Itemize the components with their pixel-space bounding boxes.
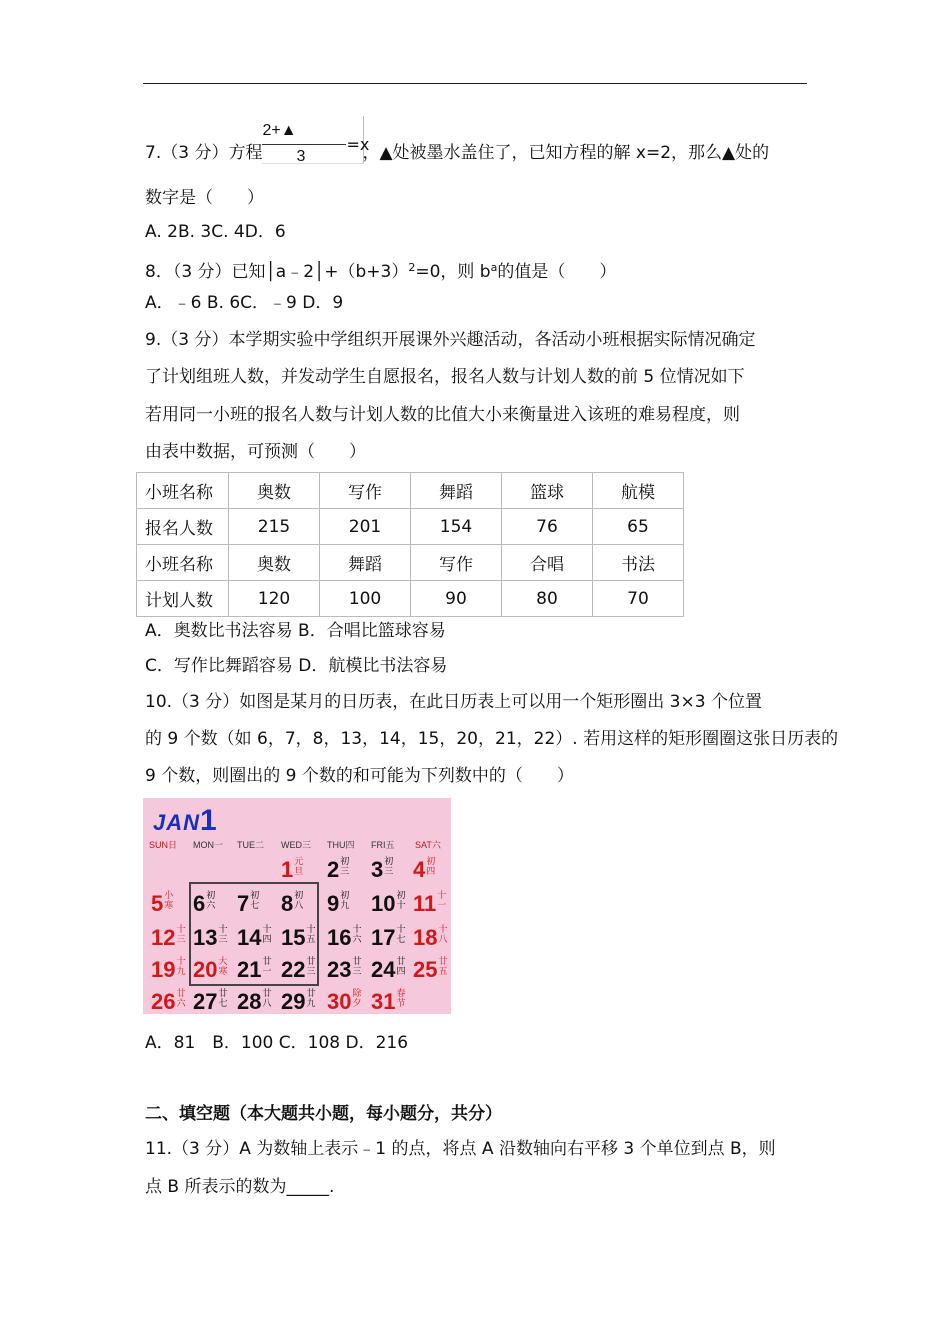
calendar-day-number: 8 [281,891,294,916]
calendar-day [281,956,318,983]
calendar-weekday: MON一 [193,840,223,850]
table-cell: 奥数 [229,545,320,581]
q10-line2: 的 9 个数（如 6，7，8，13，14，15，20，21，22）. 若用这样的矩形圈圈这张日历表的 [145,729,839,749]
calendar-lunar-label: 初六 [206,890,216,910]
calendar-day-number: 28 [237,989,262,1014]
calendar-day [281,856,306,883]
calendar-day-number: 31 [371,989,396,1014]
calendar-day-number: 12 [151,925,176,950]
calendar-day-number: 20 [193,957,218,982]
calendar-day [151,924,188,951]
q7-fraction-denominator: 3 [296,148,306,165]
calendar-day-number: 27 [193,989,218,1014]
calendar-day-number: 19 [151,957,176,982]
calendar-lunar-label: 小寒 [164,890,174,910]
calendar-image [143,798,451,1014]
calendar-day [327,924,364,951]
calendar-day [237,988,274,1014]
q7-suffix: ，▲处被墨水盖住了，已知方程的解 x=2，那么▲处的 [362,143,770,163]
calendar-lunar-label: 十三 [176,924,186,944]
calendar-day-number: 22 [281,957,306,982]
calendar-month-number: 1 [200,804,218,837]
q8-options: A．﹣6 B. 6C．﹣9 D．9 [145,293,344,313]
calendar-day-number: 6 [193,891,206,916]
calendar-lunar-label: 十六 [352,924,362,944]
calendar-day [413,890,449,917]
calendar-weekday: SAT六 [415,840,441,850]
calendar-day [327,890,352,917]
table-cell: 65 [593,509,684,545]
calendar-lunar-label: 十九 [176,956,186,976]
table-cell: 154 [411,509,502,545]
calendar-day-number: 10 [371,891,396,916]
table-cell: 写作 [320,473,411,509]
q7-options: A. 2B. 3C. 4D．6 [145,222,286,242]
calendar-day-number: 17 [371,925,396,950]
table-cell: 写作 [411,545,502,581]
calendar-day [413,956,450,983]
q8-exponent-2: 2 [408,261,416,274]
calendar-weekday: TUE二 [237,840,265,850]
calendar-day-number: 30 [327,989,352,1014]
calendar-month: JAN [153,810,201,835]
calendar-lunar-label: 廿六 [176,988,186,1008]
calendar-day [327,988,364,1014]
calendar-day-number: 1 [281,857,294,882]
calendar-lunar-label: 初八 [294,890,304,910]
q9-line3: 若用同一小班的报名人数与计划人数的比值大小来衡量进入该班的难易程度，则 [145,405,740,425]
table-cell: 报名人数 [137,509,229,545]
table-cell: 100 [320,581,411,617]
calendar-lunar-label: 初十 [396,890,406,910]
table-cell: 奥数 [229,473,320,509]
q9-table [136,472,684,617]
calendar-day-number: 15 [281,925,306,950]
table-cell: 小班名称 [137,545,229,581]
calendar-day [151,956,188,983]
calendar-day-number: 25 [413,957,438,982]
calendar-day [371,988,408,1014]
q9-line4: 由表中数据，可预测（ ） [145,442,366,462]
calendar-lunar-label: 廿三 [352,956,362,976]
table-cell: 舞蹈 [411,473,502,509]
q7-line1 [145,122,770,168]
calendar-lunar-label: 初四 [426,856,436,876]
calendar-day [193,890,218,917]
table-cell: 76 [502,509,593,545]
calendar-day [237,890,262,917]
calendar-day-number: 3 [371,857,384,882]
q8-exponent-a: a [490,261,498,274]
table-cell: 90 [411,581,502,617]
q7-line2: 数字是（ ） [145,188,264,208]
calendar-day-number: 24 [371,957,396,982]
calendar-lunar-label: 初九 [340,890,350,910]
calendar-day-number: 5 [151,891,164,916]
calendar-title [153,804,218,838]
table-cell: 篮球 [502,473,593,509]
q11-line2: 点 B 所表示的数为_____. [145,1177,335,1197]
q10-line1: 10.（3 分）如图是某月的日历表，在此日历表上可以用一个矩形圈出 3×3 个位置 [145,692,762,712]
calendar-day-number: 13 [193,925,218,950]
table-cell: 80 [502,581,593,617]
table-cell: 120 [229,581,320,617]
calendar-weekday: FRI五 [371,840,395,850]
calendar-lunar-label: 春节 [396,988,406,1008]
calendar-lunar-label: 十五 [306,924,316,944]
calendar-lunar-label: 十四 [262,924,272,944]
q9-options-ab: A．奥数比书法容易 B．合唱比篮球容易 [145,621,446,641]
calendar-day [281,988,318,1014]
calendar-weekday: WED三 [281,840,311,850]
calendar-lunar-label: 大寒 [218,956,228,976]
calendar-day [193,956,230,983]
q9-options-cd: C．写作比舞蹈容易 D．航模比书法容易 [145,656,448,676]
calendar-weekday: SUN日 [149,840,178,850]
calendar-lunar-label: 廿三 [306,956,316,976]
q10-line3: 9 个数，则圈出的 9 个数的和可能为下列数中的（ ） [145,766,574,786]
table-cell: 215 [229,509,320,545]
calendar-day-number: 18 [413,925,438,950]
q11-line1: 11.（3 分）A 为数轴上表示﹣1 的点，将点 A 沿数轴向右平移 3 个单位到点 B，则 [145,1139,776,1159]
table-cell: 航模 [593,473,684,509]
q7-fraction [262,122,370,168]
calendar-lunar-label: 廿五 [438,956,448,976]
calendar-lunar-label: 廿九 [306,988,316,1008]
calendar-weekday: THU四 [327,840,355,850]
table-cell: 小班名称 [137,473,229,509]
calendar-lunar-label: 初三 [340,856,350,876]
calendar-day-number: 26 [151,989,176,1014]
calendar-day-number: 2 [327,857,340,882]
q8-text-a: 8．（3 分）已知│a﹣2│+（b+3） [145,262,409,282]
calendar-lunar-label: 初七 [250,890,260,910]
calendar-day [237,924,274,951]
calendar-day [413,924,450,951]
q9-line2: 了计划组班人数，并发动学生自愿报名，报名人数与计划人数的前 5 位情况如下 [145,367,745,387]
section2-heading: 二、填空题（本大题共小题，每小题分，共分） [145,1104,502,1124]
calendar-day [371,890,408,917]
header-rule [143,83,807,84]
q7-fraction-numerator: 2+▲ [262,122,297,139]
calendar-day [193,988,230,1014]
calendar-day [193,924,230,951]
calendar-day-number: 14 [237,925,262,950]
table-cell: 书法 [593,545,684,581]
q8-text-b: =0，则 b [415,262,491,282]
calendar-day-number: 9 [327,891,340,916]
calendar-day [413,856,438,883]
calendar-lunar-label: 廿一 [262,956,272,976]
calendar-lunar-label: 初三 [384,856,394,876]
q7-prefix: 7.（3 分）方程 [145,143,263,163]
calendar-day [281,890,306,917]
table-row [137,509,684,545]
table-cell: 舞蹈 [320,545,411,581]
calendar-lunar-label: 廿八 [262,988,272,1008]
calendar-lunar-label: 十一 [437,890,447,910]
calendar-day [327,856,352,883]
calendar-day [371,924,408,951]
q7-fraction-bar [262,144,346,145]
q8-question [145,257,616,283]
table-cell: 计划人数 [137,581,229,617]
calendar-day [371,856,396,883]
q8-text-c: 的值是（ ） [497,262,617,282]
q10-options: A．81 B．100 C．108 D．216 [145,1033,409,1053]
calendar-day-number: 16 [327,925,352,950]
table-cell: 70 [593,581,684,617]
calendar-day-number: 23 [327,957,352,982]
calendar-day-number: 7 [237,891,250,916]
calendar-day-number: 4 [413,857,426,882]
q7-fraction-rhs: =x [346,135,370,154]
calendar-day-number: 29 [281,989,306,1014]
table-row [137,581,684,617]
table-cell: 201 [320,509,411,545]
table-row [137,545,684,581]
calendar-lunar-label: 十八 [438,924,448,944]
calendar-day [281,924,318,951]
calendar-lunar-label: 除夕 [352,988,362,1008]
calendar-day [151,988,188,1014]
calendar-day-number: 21 [237,957,262,982]
q9-line1: 9.（3 分）本学期实验中学组织开展课外兴趣活动，各活动小班根据实际情况确定 [145,330,756,350]
calendar-lunar-label: 廿四 [396,956,406,976]
calendar-lunar-label: 廿七 [218,988,228,1008]
calendar-day [327,956,364,983]
calendar-day [237,956,274,983]
calendar-lunar-label: 元旦 [294,856,304,876]
table-cell: 合唱 [502,545,593,581]
table-row [137,473,684,509]
calendar-day [371,956,408,983]
calendar-lunar-label: 十七 [396,924,406,944]
calendar-lunar-label: 十三 [218,924,228,944]
calendar-day-number: 11 [413,891,437,916]
calendar-day [151,890,176,917]
